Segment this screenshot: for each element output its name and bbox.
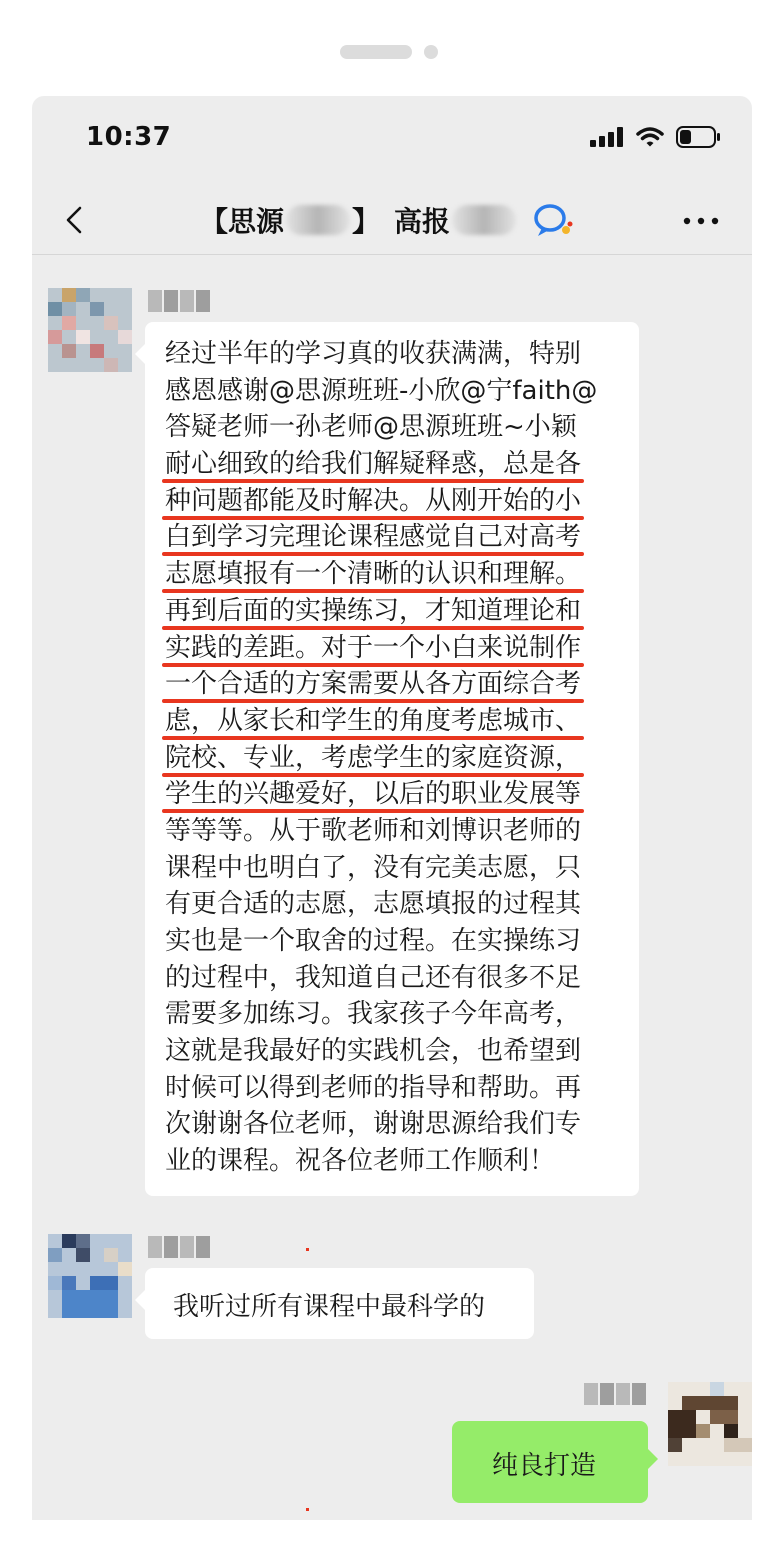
battery-icon <box>676 126 722 148</box>
self-name-blurred <box>584 1383 646 1405</box>
status-time: 10:37 <box>86 122 172 152</box>
message-line <box>165 1033 597 1070</box>
message-line-text: 课程中也明白了，没有完美志愿，只 <box>165 852 582 883</box>
message-line-text: 的过程中，我知道自己还有很多不足 <box>165 962 582 993</box>
message-line-text: 虑，从家长和学生的角度考虑城市、 <box>165 706 581 736</box>
message-line <box>165 886 597 923</box>
message-line <box>165 666 597 703</box>
message-line <box>165 519 597 556</box>
title-blur-1 <box>286 205 350 235</box>
message-line <box>165 1106 597 1143</box>
message-line <box>165 850 597 887</box>
message-line-text: 次谢谢各位老师，谢谢思源给我们专 <box>165 1109 582 1140</box>
message-line-text: 实践的差距。对于一个小白来说制作 <box>165 633 581 663</box>
message-line <box>165 409 597 446</box>
message-line-text: 等等等。从于歌老师和刘博识老师的 <box>165 815 582 846</box>
message-line <box>165 336 597 373</box>
ai-search-icon[interactable] <box>532 200 574 240</box>
title-suffix: 高报 <box>394 205 451 238</box>
message-line-text: 经过半年的学习真的收获满满，特别 <box>165 339 582 369</box>
message-line-text: 业的课程。祝各位老师工作顺利！ <box>165 1146 556 1177</box>
chat-nav-bar <box>32 186 752 255</box>
message-line-text: 志愿填报有一个清晰的认识和理解。 <box>165 559 581 589</box>
message-line <box>165 1143 597 1180</box>
message-line-text: 学生的兴趣爱好，以后的职业发展等 <box>165 779 581 809</box>
message-line <box>165 996 597 1033</box>
sender-name-blurred-2 <box>148 1236 210 1258</box>
message-line-text: 实也是一个取舍的过程。在实操练习 <box>165 926 582 956</box>
message-line <box>165 483 597 520</box>
handle-dot <box>424 45 438 59</box>
chat-title[interactable] <box>200 196 518 244</box>
message-line <box>165 593 597 630</box>
message-line-text: 需要多加练习。我家孩子今年高考， <box>165 999 582 1030</box>
message-line-text: 有更合适的志愿，志愿填报的过程其 <box>165 889 582 920</box>
signal-icon <box>590 127 624 147</box>
message-line-text: 感恩感谢@思源班班-小欣@宁faith@ <box>165 375 598 406</box>
message-text-short: 我听过所有课程中最科学的 <box>173 1292 486 1322</box>
message-line <box>165 1070 597 1107</box>
wifi-icon <box>636 126 664 148</box>
sender-avatar-2[interactable] <box>48 1234 132 1318</box>
red-speck <box>306 1248 309 1251</box>
message-line <box>165 556 597 593</box>
title-prefix: 【思源 <box>200 205 285 238</box>
message-line-text: 时候可以得到老师的指导和帮助。再 <box>165 1072 582 1103</box>
message-line-text: 耐心细致的给我们解疑释惑，总是各 <box>165 449 581 479</box>
message-bubble-sent[interactable] <box>452 1421 648 1503</box>
message-line <box>165 813 597 850</box>
more-icon[interactable] <box>680 206 722 236</box>
message-line <box>165 446 597 483</box>
handle-bar <box>340 45 412 59</box>
message-line <box>165 923 597 960</box>
message-line-text: 白到学习完理论课程感觉自己对高考 <box>165 522 581 552</box>
message-line <box>165 630 597 667</box>
status-bar <box>32 96 752 186</box>
message-line <box>165 740 597 777</box>
sender-avatar[interactable] <box>48 288 132 372</box>
title-bracket: 】 <box>352 205 381 238</box>
title-blur-2 <box>452 205 516 235</box>
message-line <box>165 776 597 813</box>
sender-name-blurred <box>148 290 210 312</box>
message-text <box>165 336 597 1180</box>
message-text-sent: 纯良打造 <box>492 1451 597 1481</box>
message-line-text: 这就是我最好的实践机会，也希望到 <box>165 1036 582 1067</box>
message-line-text: 答疑老师一孙老师@思源班班~小颖 <box>165 412 577 443</box>
message-line-text: 一个合适的方案需要从各方面综合考 <box>165 669 581 699</box>
message-line <box>165 960 597 997</box>
status-icons <box>590 126 722 148</box>
message-line <box>165 703 597 740</box>
message-line-text: 再到后面的实操练习，才知道理论和 <box>165 596 581 626</box>
back-icon[interactable] <box>56 200 96 240</box>
message-line <box>165 373 597 410</box>
message-line-text: 种问题都能及时解决。从刚开始的小 <box>165 486 581 516</box>
message-line-text: 院校、专业，考虑学生的家庭资源， <box>165 743 581 773</box>
message-bubble-long[interactable] <box>145 322 639 1196</box>
red-speck-2 <box>306 1508 309 1511</box>
phone-screen <box>32 96 752 1520</box>
message-bubble-short[interactable] <box>145 1268 534 1339</box>
self-avatar[interactable] <box>668 1382 752 1466</box>
